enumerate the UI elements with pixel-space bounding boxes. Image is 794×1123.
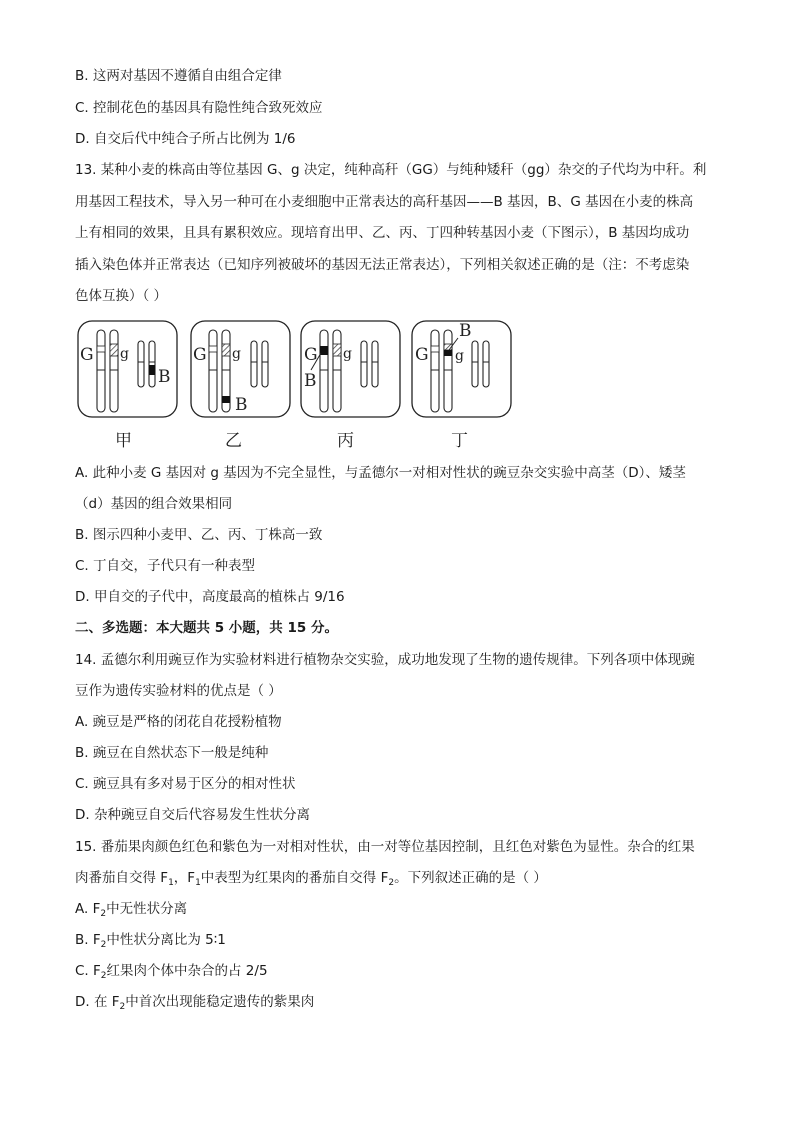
panel-caption-yi: 乙: [225, 431, 242, 451]
panel-yi: [191, 321, 290, 451]
chromosome-figure: [75, 318, 525, 454]
panel-bing: [301, 321, 400, 451]
subscript: 1: [168, 878, 174, 888]
q13-stem-line5: 色体互换）（ ）: [75, 288, 168, 304]
option-prefix: B. F: [75, 932, 101, 948]
gene-label-g: g: [232, 346, 241, 362]
q14-option-b: B. 豌豆在自然状态下一般是纯种: [75, 745, 269, 761]
q15-stem-line2: [75, 869, 547, 892]
q12-option-b: B. 这两对基因不遵循自由组合定律: [75, 68, 282, 84]
gene-label-B: B: [235, 395, 248, 415]
q15-stem-line1: 15. 番茄果肉颜色红色和紫色为一对相对性状，由一对等位基因控制，且红色对紫色为显性。杂合的红果: [75, 839, 695, 855]
gene-label-B: B: [459, 321, 472, 341]
subscript: 2: [388, 878, 395, 888]
option-text: 中性状分离比为 5∶1: [106, 932, 226, 948]
panel-jia: [78, 321, 177, 451]
q15-text-part1: 肉番茄自交得 F: [75, 870, 169, 886]
q13-option-a-line2: （d）基因的组合效果相同: [75, 496, 233, 512]
q14-option-c: C. 豌豆具有多对易于区分的相对性状: [75, 776, 296, 792]
q13-option-b: B. 图示四种小麦甲、乙、丙、丁株高一致: [75, 527, 323, 543]
subscript: 2: [100, 940, 107, 950]
section-heading-multiple-choice: 二、多选题：本大题共 5 小题，共 15 分。: [75, 620, 338, 636]
q12-option-c: C. 控制花色的基因具有隐性纯合致死效应: [75, 100, 323, 116]
gene-label-g: g: [455, 348, 464, 364]
q13-option-c: C. 丁自交，子代只有一种表型: [75, 558, 256, 574]
option-text: 中无性状分离: [106, 901, 188, 917]
gene-label-g: g: [343, 346, 352, 362]
q13-stem-line2: 用基因工程技术，导入另一种可在小麦细胞中正常表达的高秆基因——B 基因，B、G 基因在小麦的株高: [75, 194, 694, 210]
q15-option-d: [75, 993, 314, 1016]
panel-ding: [412, 321, 511, 451]
q14-option-a: A. 豌豆是严格的闭花自花授粉植物: [75, 714, 282, 730]
q14-stem-line2: 豆作为遗传实验材料的优点是（ ）: [75, 683, 282, 699]
subscript: 2: [100, 909, 107, 919]
subscript: 2: [100, 971, 107, 981]
panel-caption-bing: 丙: [337, 431, 354, 451]
gene-label-G: G: [304, 345, 318, 365]
option-text: 中首次出现能稳定遗传的紫果肉: [125, 994, 315, 1010]
option-prefix: D. 在 F: [75, 994, 120, 1010]
q13-option-d: D. 甲自交的子代中，高度最高的植株占 9/16: [75, 589, 345, 605]
q14-stem-line1: 14. 孟德尔利用豌豆作为实验材料进行植物杂交实验，成功地发现了生物的遗传规律。下列各项中体现豌: [75, 652, 695, 668]
q13-stem-line1: 13. 某种小麦的株高由等位基因 G、g 决定，纯种高秆（GG）与纯种矮秆（gg）杂交的子代均为中秆。利: [75, 162, 707, 178]
subscript: 1: [195, 878, 201, 888]
q15-text-part3: 中表型为红果肉的番茄自交得 F: [200, 870, 389, 886]
q13-option-a-line1: A. 此种小麦 G 基因对 g 基因为不完全显性，与孟德尔一对相对性状的豌豆杂交实验中高茎（D）、矮茎: [75, 465, 686, 481]
option-prefix: C. F: [75, 963, 101, 979]
q15-text-part4: 。下列叙述正确的是（ ）: [394, 870, 547, 886]
gene-label-B: B: [158, 367, 171, 387]
gene-label-G: G: [193, 345, 207, 365]
gene-label-g: g: [120, 346, 129, 362]
q15-option-a: [75, 900, 187, 923]
q14-option-d: D. 杂种豌豆自交后代容易发生性状分离: [75, 807, 310, 823]
q12-option-d: D. 自交后代中纯合子所占比例为 1/6: [75, 131, 296, 147]
gene-label-B: B: [304, 371, 317, 391]
q15-option-b: [75, 931, 226, 954]
panel-caption-ding: 丁: [451, 431, 468, 451]
option-text: 红果肉个体中杂合的占 2/5: [106, 963, 268, 979]
q13-stem-line4: 插入染色体并正常表达（已知序列被破坏的基因无法正常表达），下列相关叙述正确的是（注：不考虑染: [75, 257, 690, 273]
q15-text-part2: ，F: [173, 870, 196, 886]
panel-caption-jia: 甲: [115, 431, 132, 451]
q13-stem-line3: 上有相同的效果，且具有累积效应。现培育出甲、乙、丙、丁四种转基因小麦（下图示），B 基因均成功: [75, 225, 690, 241]
gene-label-G: G: [80, 345, 94, 365]
gene-label-G: G: [415, 345, 429, 365]
subscript: 2: [119, 1002, 126, 1012]
q15-option-c: [75, 962, 268, 985]
option-prefix: A. F: [75, 901, 101, 917]
